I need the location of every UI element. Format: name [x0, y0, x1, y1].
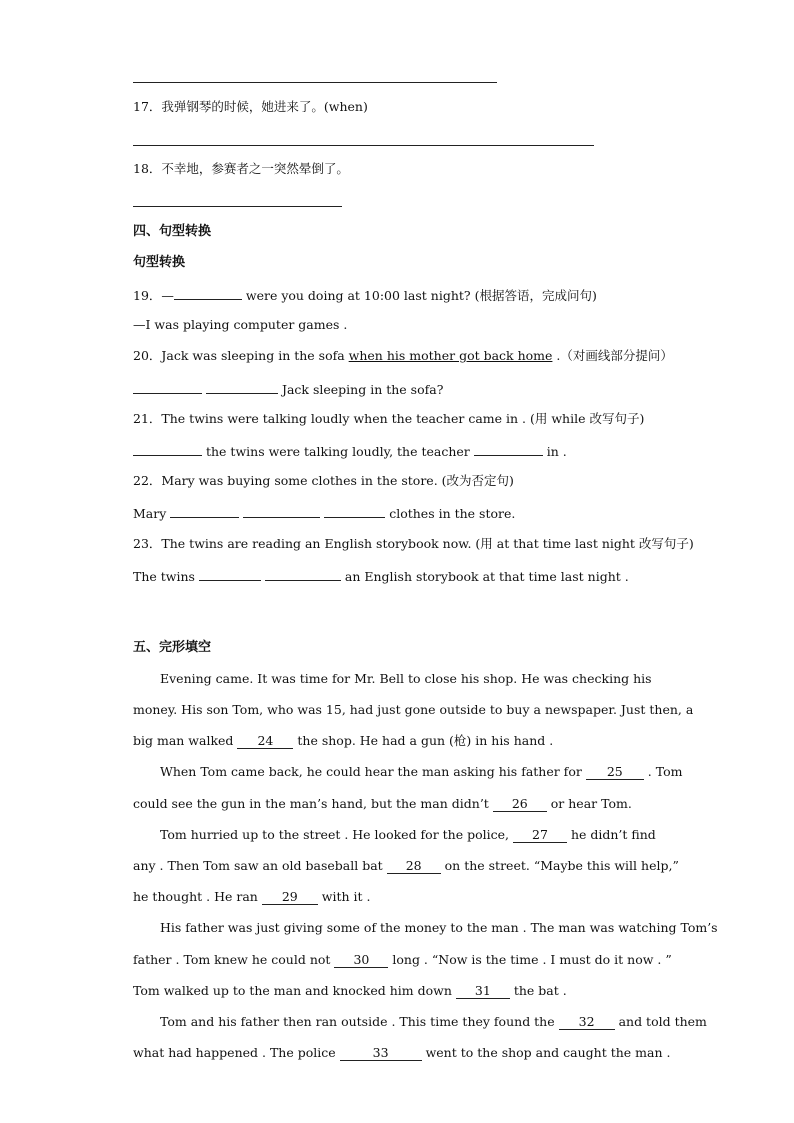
cloze-text: any . Then Tom saw an old baseball bat	[133, 858, 387, 873]
cloze-text: . Tom	[643, 764, 683, 779]
question-18-text: 18．不幸地，参赛者之一突然晕倒了。	[133, 161, 349, 176]
cloze-text: he didn’t find	[566, 827, 656, 842]
blank-29[interactable]: 29	[262, 890, 318, 905]
cloze-text: the bat .	[509, 983, 567, 998]
question-21-answer	[133, 441, 567, 461]
cloze-text: big man walked	[133, 733, 238, 748]
question-20-line2: Jack sleeping in the sofa?	[277, 382, 444, 397]
question-22-line2a: Mary	[133, 506, 171, 521]
cloze-line-2: money. His son Tom, who was 15, had just gone outside to buy a newspaper. Just then, a	[133, 702, 694, 717]
question-22-answer	[133, 503, 515, 523]
blank-23a[interactable]	[199, 566, 261, 581]
cloze-text: he thought . He ran	[133, 889, 262, 904]
blank-22b[interactable]	[243, 503, 320, 518]
section-4-subtitle: 句型转换	[133, 255, 186, 270]
blank-31[interactable]: 31	[456, 984, 510, 999]
cloze-text: with it .	[317, 889, 371, 904]
question-18	[133, 160, 349, 178]
cloze-line-9: His father was just giving some of the money to the man . The man was watching Tom’s	[160, 920, 718, 935]
cloze-text: Tom and his father then ran outside . This time they found the	[160, 1014, 559, 1029]
cloze-line-4	[160, 763, 682, 781]
cloze-line-1: Evening came. It was time for Mr. Bell to close his shop. He was checking his	[160, 671, 652, 686]
blank-27[interactable]: 27	[513, 828, 567, 843]
question-19-answer: —I was playing computer games .	[133, 317, 348, 332]
question-20	[133, 347, 673, 365]
cloze-text: father . Tom knew he could not	[133, 952, 335, 967]
cloze-line-7	[133, 857, 679, 875]
blank-19[interactable]	[174, 285, 242, 300]
blank-22a[interactable]	[170, 503, 239, 518]
question-17	[133, 98, 368, 116]
blank-32[interactable]: 32	[559, 1015, 615, 1030]
cloze-text: or hear Tom.	[546, 796, 632, 811]
answer-line-16[interactable]	[133, 82, 497, 83]
answer-line-17[interactable]	[133, 145, 594, 146]
cloze-line-12	[160, 1013, 707, 1031]
question-17-text: 17．我弹钢琴的时候，她进来了。(when)	[133, 99, 368, 114]
cloze-text: what had happened . The police	[133, 1045, 340, 1060]
question-23-line2a: The twins	[133, 569, 199, 584]
blank-20a[interactable]	[133, 379, 202, 394]
question-21: 21．The twins were talking loudly when the teacher came in . (用 while 改写句子)	[133, 411, 645, 426]
cloze-line-5	[133, 795, 632, 813]
blank-28[interactable]: 28	[387, 859, 441, 874]
question-21-line2a: the twins were talking loudly, the teacher	[202, 444, 474, 459]
blank-30[interactable]: 30	[334, 953, 388, 968]
cloze-line-6	[160, 826, 656, 844]
question-22-line2b: clothes in the store.	[385, 506, 516, 521]
section-4-title: 四、句型转换	[133, 224, 212, 239]
blank-26[interactable]: 26	[493, 797, 547, 812]
question-20-underlined: when his mother got back home	[348, 348, 553, 363]
cloze-text: went to the shop and caught the man .	[421, 1045, 671, 1060]
blank-22c[interactable]	[324, 503, 385, 518]
question-22: 22．Mary was buying some clothes in the store. (改为否定句)	[133, 473, 514, 488]
cloze-text: long . “Now is the time . I must do it now . ”	[388, 952, 672, 967]
question-19	[133, 285, 597, 305]
blank-21b[interactable]	[474, 441, 543, 456]
blank-23b[interactable]	[265, 566, 341, 581]
cloze-text: on the street. “Maybe this will help,”	[440, 858, 679, 873]
question-23-answer	[133, 566, 629, 586]
question-19-text: were you doing at 10:00 last night? (根据答语，完成问句)	[241, 288, 597, 303]
cloze-text: When Tom came back, he could hear the man asking his father for	[160, 764, 586, 779]
cloze-text: and told them	[614, 1014, 707, 1029]
cloze-line-13	[133, 1044, 670, 1062]
section-5-title: 五、完形填空	[133, 640, 212, 655]
blank-24[interactable]: 24	[237, 734, 293, 749]
cloze-text: the shop. He had a gun (枪) in his hand .	[293, 733, 554, 748]
blank-25[interactable]: 25	[586, 765, 644, 780]
cloze-line-11	[133, 982, 567, 1000]
question-20-instruction: .（对画线部分提问）	[552, 348, 673, 363]
cloze-line-3	[133, 732, 553, 750]
cloze-text: Tom walked up to the man and knocked him down	[133, 983, 456, 998]
cloze-text: could see the gun in the man’s hand, but the man didn’t	[133, 796, 493, 811]
answer-line-18[interactable]	[133, 206, 342, 207]
question-20-text: 20．Jack was sleeping in the sofa	[133, 348, 349, 363]
cloze-text: Tom hurried up to the street . He looked for the police,	[160, 827, 513, 842]
question-23-line2b: an English storybook at that time last night .	[340, 569, 629, 584]
question-19-prefix: 19．—	[133, 288, 174, 303]
blank-21a[interactable]	[133, 441, 202, 456]
cloze-line-10	[133, 951, 672, 969]
question-21-line2b: in .	[542, 444, 567, 459]
blank-20b[interactable]	[206, 379, 278, 394]
question-23: 23．The twins are reading an English storybook now. (用 at that time last night 改写句子)	[133, 536, 694, 551]
question-20-answer	[133, 379, 443, 399]
blank-33[interactable]: 33	[340, 1046, 422, 1061]
cloze-line-8	[133, 888, 370, 906]
